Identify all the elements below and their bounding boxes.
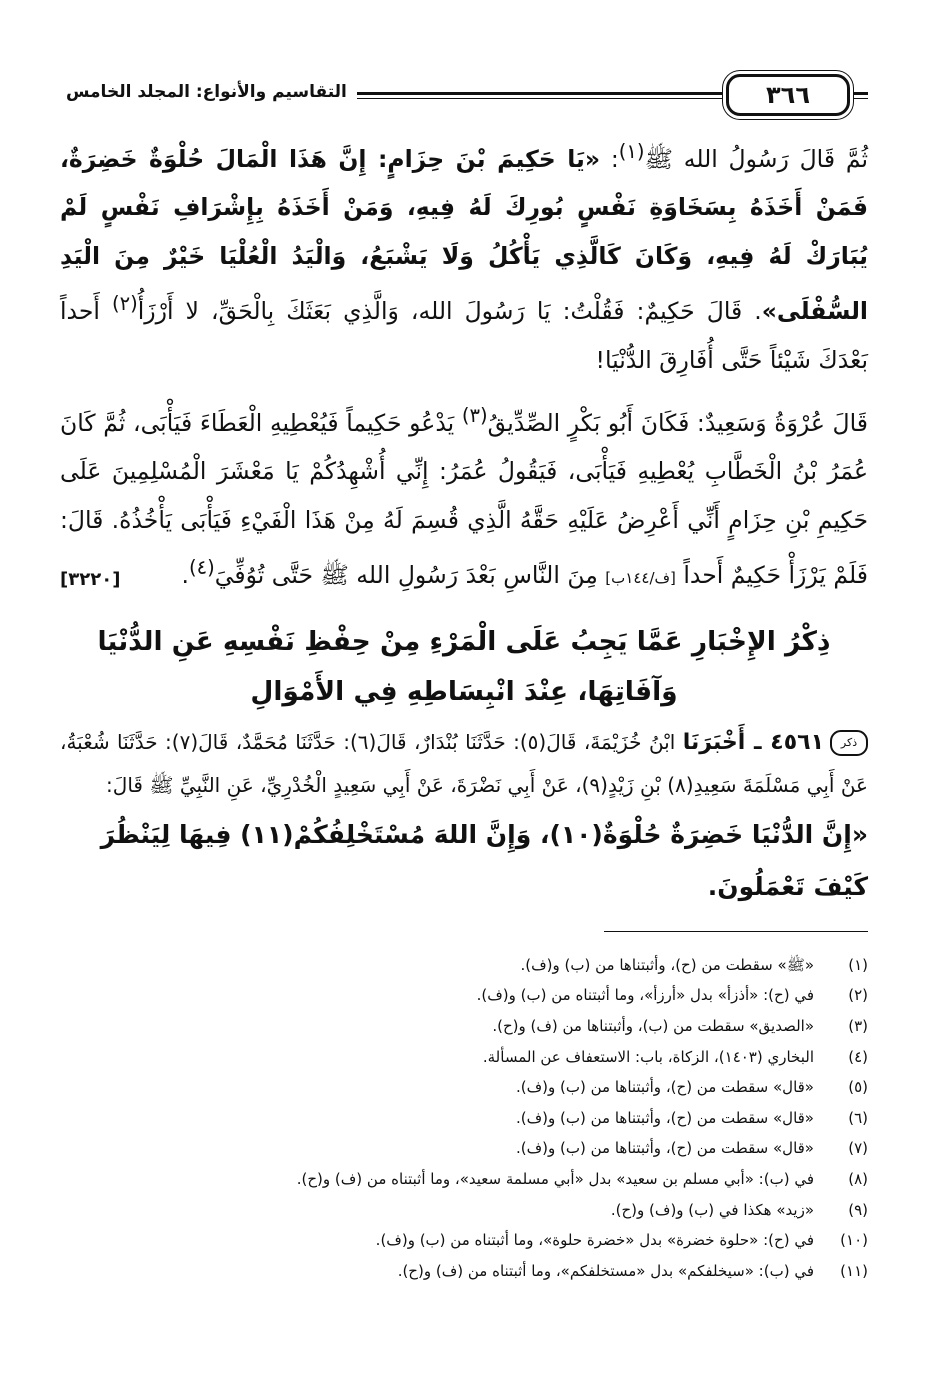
footnote-marker: (٣) <box>461 404 488 428</box>
page-body <box>60 128 868 1286</box>
ornament-icon: ذكر <box>830 730 868 756</box>
footnote-text: في (ح): «أذزأ» بدل «أرزأ»، وما أثبتناه من (ب) و(ف). <box>476 986 814 1005</box>
footnote-text: في (ح): «حلوة خضرة» بدل «خضرة حلوة»، وما أثبتناه من (ب) و(ف). <box>375 1231 814 1250</box>
paragraph-hakim <box>60 128 868 384</box>
hadith-reference-number: [٣٢٢٠] <box>60 568 121 590</box>
footnote-text: في (ب): «سيخلفكم» بدل «مستخلفكم»، وما أثبتناه من (ف) و(ح). <box>397 1261 814 1280</box>
footnote-number: (١٠) <box>840 1231 868 1250</box>
footnote-number: (٦) <box>848 1108 868 1127</box>
manuscript-ref: [ف/١٤٤ب] <box>605 569 676 588</box>
footnote-item <box>60 1042 868 1073</box>
paragraph-tail: . قَالَ حَكِيمٌ: فَقُلْتُ: يَا رَسُولَ الله، وَالَّذِي بَعَثَكَ بِالْحَقِّ، لا أَرْزَأُ <box>137 297 762 326</box>
running-title: التقاسيم والأنواع: المجلد الخامس <box>60 72 357 112</box>
page-number: ٣٦٦ <box>726 74 850 116</box>
footnote-item <box>60 1225 868 1256</box>
footnote-number: (٨) <box>848 1169 868 1188</box>
paragraph-end: . <box>181 561 189 590</box>
footnote-item <box>60 1103 868 1134</box>
footnote-text: «ﷺ» سقطت من (ح)، وأثبتناها من (ب) و(ف). <box>520 955 814 974</box>
paragraph-lead-tail: : <box>600 144 619 173</box>
footnote-marker: (٢) <box>111 292 138 316</box>
footnote-divider <box>604 931 868 932</box>
footnote-number: (١١) <box>840 1261 868 1280</box>
paragraph-end: أَحداً بَعْدَكَ شَيْئاً حَتَّى أُفَارِقَ الدُّنْيَا! <box>60 297 868 374</box>
footnote-marker: (٤) <box>189 556 215 580</box>
paragraph-body: يَدْعُو حَكِيماً فَيُعْطِيهِ الْعَطَاءَ فَيَأْبَى، ثُمَّ كَانَ عُمَرُ بْنُ الْخَطَّابِ يُعْطِيهِ فَيَأْبَى، فَيَقُولُ عُمَرُ: إِنِّي أُشْهِدُكُمْ يَا مَعْشَرَ الْمُسْلِمِينَ عَلَى حَكِيمِ بْنِ حِزَامٍ أَنِّي أَعْرِضُ عَلَيْهِ حَقَّهُ الَّذِي قُسِمَ لَهُ مِنْ هَذَا الْفَيْءِ فَيَأْبَى يَأْخُذُهُ. قَالَ: فَلَمْ يَرْزَأْ حَكِيمٌ أَحداً <box>60 408 868 590</box>
footnote-item <box>60 1133 868 1164</box>
paragraph-lead: ثُمَّ قَالَ رَسُولُ الله ﷺ <box>644 144 869 173</box>
hadith-isnad <box>60 721 868 807</box>
chapter-title: ذِكْرُ الإِخْبَارِ عَمَّا يَجِبُ عَلَى الْمَرْءِ مِنْ حِفْظِ نَفْسِهِ عَنِ الدُّنْيَا وَآفَاتِهَا، عِنْدَ انْبِسَاطِهِ فِي الأَمْوَالِ <box>97 625 831 707</box>
hadith-number: ٤٥٦١ ـ أَخْبَرَنَا <box>682 729 824 755</box>
footnote-number: (٧) <box>848 1139 868 1158</box>
paragraph-urwa <box>60 392 868 603</box>
footnote-item <box>60 980 868 1011</box>
page-header <box>60 72 868 114</box>
footnotes <box>60 950 868 1287</box>
footnote-number: (٣) <box>848 1017 868 1035</box>
footnote-item <box>60 1164 868 1195</box>
footnote-text: في (ب): «أبي مسلم بن سعيد» بدل «أبي مسلمة سعيد»، وما أثبتناه من (ف) و(ح). <box>296 1169 814 1188</box>
footnote-item <box>60 1256 868 1287</box>
paragraph-body-2: مِنَ النَّاسِ بَعْدَ رَسُولِ الله ﷺ حَتَّى تُوُفِّيَ <box>214 561 606 590</box>
footnote-number: (٢) <box>848 986 868 1005</box>
footnote-text: «قال» سقطت من (ح)، وأثبتناها من (ب) و(ف). <box>515 1139 814 1158</box>
footnote-number: (٥) <box>848 1078 868 1097</box>
footnote-text: البخاري (١٤٠٣)، الزكاة، باب: الاستعفاف عن المسألة. <box>482 1047 814 1066</box>
footnote-item <box>60 1195 868 1226</box>
hadith-matn: «إِنَّ الدُّنْيَا خَضِرَةٌ حُلْوَةٌ(١٠)، وَإِنَّ اللهَ مُسْتَخْلِفُكُمْ(١١) فِيهَا لِيَنْظُرَ كَيْفَ تَعْمَلُونَ. <box>100 819 868 901</box>
footnote-marker: (١) <box>618 140 645 163</box>
footnote-item <box>60 1072 868 1103</box>
footnote-item <box>60 950 868 981</box>
isnad-text: ابْنُ خُزَيْمَةَ، قَالَ(٥): حَدَّثَنَا بُنْدَارٌ، قَالَ(٦): حَدَّثَنَا مُحَمَّدٌ، قَالَ(٧): حَدَّثَنَا شُعْبَةُ، عَنْ أَبِي مَسْلَمَةَ سَعِيدِ(٨) بْنِ زَيْدٍ(٩)، عَنْ أَبِي نَضْرَةَ، عَنْ أَبِي سَعِيدٍ الْخُدْرِيِّ، عَنِ النَّبِيِّ ﷺ قَالَ: <box>60 729 868 797</box>
footnote-item <box>60 1011 868 1042</box>
footnote-number: (٤) <box>848 1047 868 1066</box>
footnote-text: «قال» سقطت من (ح)، وأثبتناها من (ب) و(ف). <box>515 1108 814 1127</box>
footnote-text: «الصديق» سقطت من (ب)، وأثبتناها من (ف) و(ح). <box>492 1017 814 1035</box>
hadith-quote: «يَا حَكِيمَ بْنَ حِزَامٍ: إِنَّ هَذَا الْمَالَ حُلْوَةٌ خَضِرَةٌ، فَمَنْ أَخَذَهُ بِسَخَاوَةِ نَفْسٍ بُورِكَ لَهُ فِيهِ، وَمَنْ أَخَذَهُ بِإِشْرَافِ نَفْسٍ لَمْ يُبَارَكْ لَهُ فِيهِ، وَكَانَ كَالَّذِي يَأْكُلُ وَلَا يَشْبَعُ، وَالْيَدُ الْعُلْيَا خَيْرٌ مِنَ الْيَدِ السُّفْلَى» <box>60 144 868 326</box>
footnote-number: (٩) <box>848 1200 868 1219</box>
footnote-number: (١) <box>848 955 868 974</box>
footnote-text: «زيد» هكذا في (ب) و(ف) و(ح). <box>610 1200 814 1219</box>
footnote-text: «قال» سقطت من (ح)، وأثبتناها من (ب) و(ف). <box>515 1078 814 1097</box>
paragraph-lead: قَالَ عُرْوَةُ وَسَعِيدٌ: فَكَانَ أَبُو بَكْرٍ الصِّدِّيقُ <box>487 408 868 437</box>
